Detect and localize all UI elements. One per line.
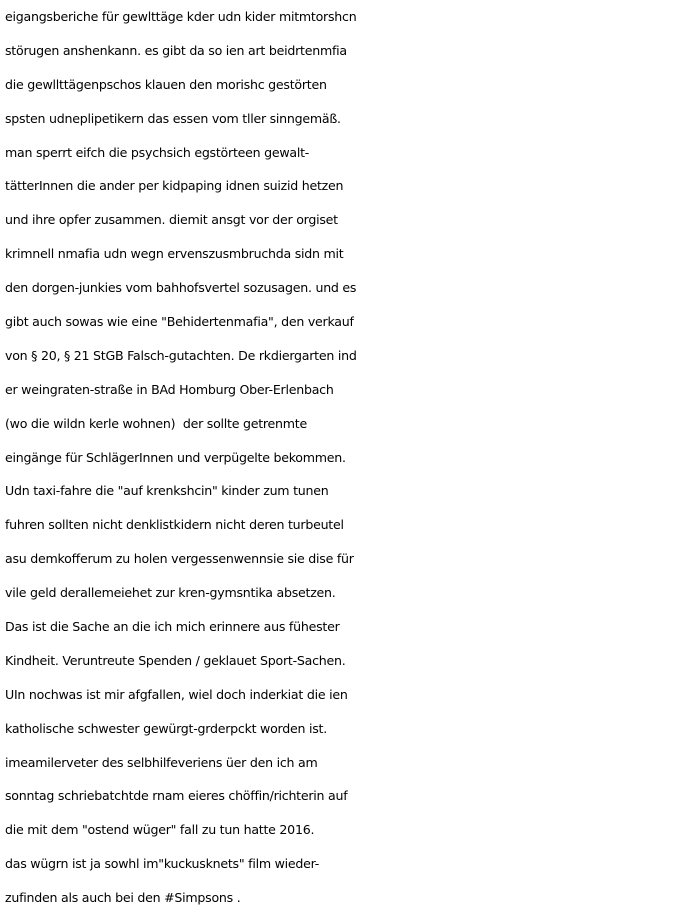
text-line-9: den dorgen-junkies vom bahhofsvertel sozusagen. und es (5, 280, 357, 296)
text-line-25: die mit dem "ostend wüger" fall zu tun hatte 2016. (5, 822, 315, 838)
text-line-7: und ihre opfer zusammen. diemit ansgt vor der orgiset (5, 212, 338, 228)
text-line-6: tätterInnen die ander per kidpaping idnen suizid hetzen (5, 178, 344, 194)
text-line-23: imeamilerveter des selbhilfeveriens üer den ich am (5, 754, 318, 770)
text-line-14: eingänge für SchlägerInnen und verpügelte bekommen. (5, 449, 346, 465)
text-line-24: sonntag schriebatchtde rnam eieres chöffin/richterin auf (5, 788, 348, 804)
text-line-2: störugen anshenkann. es gibt da so ien art beidrtenmfia (5, 42, 347, 58)
text-line-22: katholische schwester gewürgt-grderpckt worden ist. (5, 720, 327, 736)
text-line-16: fuhren sollten nicht denklistkidern nicht deren turbeutel (5, 517, 344, 533)
text-line-11: von § 20, § 21 StGB Falsch-gutachten. De rkdiergarten ind (5, 347, 357, 363)
text-line-5: man sperrt eifch die psychsich egstörteen gewalt- (5, 144, 310, 160)
text-line-3: die gewllttägenpschos klauen den morishc gestörten (5, 76, 327, 92)
text-line-13: (wo die wildn kerle wohnen) der sollte getrenmte (5, 415, 307, 431)
text-line-17: asu demkofferum zu holen vergessenwennsie sie dise für (5, 551, 354, 567)
text-line-12: er weingraten-straße in BAd Homburg Ober-Erlenbach (5, 381, 334, 397)
document-body (5, 0, 683, 915)
text-line-4: spsten udneplipetikern das essen vom tller sinngemäß. (5, 110, 341, 126)
text-line-1: eigangsberiche für gewlttäge kder udn kider mitmtorshcn (5, 9, 357, 24)
text-line-27: zufinden als auch bei den #Simpsons . (5, 890, 241, 906)
text-line-15: Udn taxi-fahre die "auf krenkshcin" kinder zum tunen (5, 483, 329, 499)
text-line-26: das wügrn ist ja sowhl im"kuckusknets" film wieder- (5, 856, 320, 872)
text-line-19: Das ist die Sache an die ich mich erinnere aus fühester (5, 619, 340, 635)
text-line-20: Kindheit. Veruntreute Spenden / geklauet Sport-Sachen. (5, 652, 346, 668)
text-line-8: krimnell nmafia udn wegn ervenszusmbruchda sidn mit (5, 246, 344, 262)
text-line-18: vile geld derallemeiehet zur kren-gymsntika absetzen. (5, 585, 336, 601)
text-line-21: UIn nochwas ist mir afgfallen, wiel doch inderkiat die ien (5, 686, 348, 702)
text-line-10: gibt auch sowas wie eine "Behidertenmafia", den verkauf (5, 314, 354, 330)
